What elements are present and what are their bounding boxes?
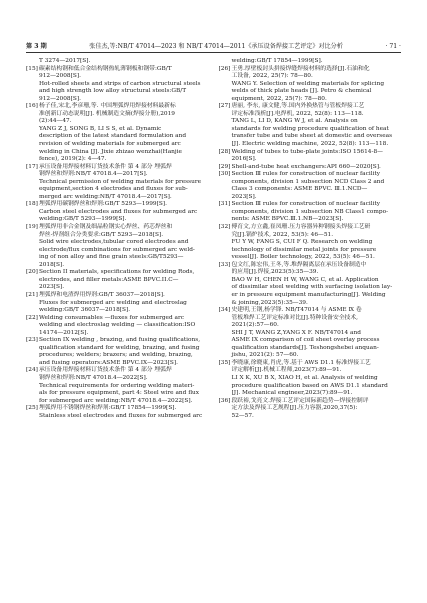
reference-number: [24]: [26, 367, 38, 374]
reference-number: [35]: [218, 359, 231, 366]
reference-item: [26, 315, 209, 338]
reference-item: [219, 307, 402, 360]
reference-number: [20]: [26, 269, 38, 276]
reference-text: Welding of tubes to tube-plate joints:ISO 15614-8— 2016[S].: [231, 148, 383, 163]
reference-item: [219, 164, 402, 172]
reference-number: [28]: [218, 148, 231, 155]
reference-item: [26, 224, 209, 269]
reference-number: [26]: [218, 65, 231, 72]
reference-text: 碳素结构钢和低合金结构钢热轧薄钢板和钢带:GB/T 912—2008[S]. Hot-rolled sheets and strips of carbon structural steels and high strength low alloy structural steels:GB/T 912—2008[S].: [39, 65, 201, 102]
reference-text: T 3274—2017[S].: [39, 58, 91, 64]
reference-text: 杨子佳,宋北,李彦珊,等. 中国埋弧焊用焊接材料最新标 准创新订动态说明[J]. 机械制造文摘(焊接分册),2019 (2):44—47. YANG Z J, SONG B, LI S S, et al. Dynamic description of the latest standard formulation and revision of welding materials for submerged arc welding in China [J]. Jixie zhizao wenzhai(Hanjie fence), 2019(2): 4—47.: [39, 103, 187, 163]
reference-number: [34]: [218, 307, 231, 314]
reference-number: [32]: [218, 224, 231, 231]
running-title: 张佳杰,等:NB/T 47014—2023 和 NB/T 47014—2011《承压设备焊接工艺评定》对比分析: [89, 43, 343, 50]
reference-text: Shell-and-tube heat exchangers:API 660—2020[S].: [231, 163, 381, 170]
reference-item: [26, 405, 209, 420]
reference-text: 埋弧焊用碳钢焊丝和焊剂:GB/T 5293—1999[S]. Carbon steel electrodes and fluxes for submerged arc welding:GB/T 5293—1999[S].: [39, 201, 198, 223]
reference-text: 史建明,王钢,杨学锋. NB/T47014 与 ASME Ⅸ 卷 管板堆焊工艺评定标准对比[J].特种设备安全技术, 2021(2):57—60. SHI J T, WANG Z,YANG X F. NB/T47014 and ASME IX comparison of coil sheet overlay process qualification standards[J]. Teshongshebei anquan- jishu, 2021(2): 57—60.: [231, 307, 380, 359]
reference-item: [26, 58, 209, 66]
reference-text: 傅育文,方立鑫,崔凤珊.压力容器异种钢接头焊接工艺研 究[J].锅炉技术, 2022, 53(5): 46—51. FU Y W, FANG S, CUI F Q. Research on welding technology of dissimilar metal joints for pressure vessel[J]. Boiler technology, 2022, 53(5): 46—51.: [231, 224, 377, 261]
reference-number: [25]: [26, 405, 38, 412]
reference-item: [26, 367, 209, 405]
page-number: · 71 ·: [385, 43, 401, 50]
reference-text: 包文红,陈宏伟,王冬,等.堆焊隔离层在承压设备制造中 的应用[J].焊接,2023(5):35—39. BAO W H, CHEN H W, WANG C, et al. Application of dissimilar steel welding with surfacing isolation lay- er in pressure equipment manufacturing[J]. Welding & joining,2023(5):35—39.: [231, 261, 393, 306]
reference-item: [219, 360, 402, 398]
reference-item: [26, 103, 209, 163]
reference-text: Welding consumables —fluxes for submerged arc welding and electroslag welding — classification:ISO 14174—2012[S].: [39, 314, 196, 336]
reference-number: [29]: [218, 163, 231, 170]
reference-text: 段跃裕,戈亮文.焊接工艺评定国际新趋势—焊接控制评 定方法及焊接工艺规程[J].压力容器,2020,37(5): 52—57.: [231, 397, 369, 419]
reference-text: 唐丽, 李东, 康文健,等.国内外换热管与管板焊接工艺 评定标准浅析[J].电焊机, 2022, 52(8): 113—118. TANG L, LI D, KANG W J, et al. Analysis on standards for welding procedure qualification of heat transfer tube and tube sheet at domestic and overseas [J]. Electric welding machine, 2022, 52(8): 113—118.: [231, 103, 393, 148]
reference-item: [219, 58, 402, 66]
reference-text: 承压设备用焊接材料订货技术条件 第 4 部分 埋弧焊 钢焊丝和焊剂:NB/T 47018.4—2022[S]. Technical requirements for ordering welding materi- als for pressure equipment, part 4: Steel wire and flux for submerged arc welding:NB/T 47018.4—2022[S].: [39, 367, 200, 404]
left-column: [26, 58, 209, 420]
references-body: [26, 58, 401, 420]
reference-number: [16]: [26, 103, 38, 110]
reference-item: [26, 269, 209, 292]
reference-item: [26, 66, 209, 104]
reference-number: [17]: [26, 163, 38, 170]
reference-text: Section Ⅲ rules for construction of nuclear facility components, division 1 subsection NB Class1 compo- nents: ASME BPVC.Ⅲ.1.NB—2023[S].: [231, 201, 389, 223]
reference-item: [219, 103, 402, 148]
reference-text: welding:GB/T 17854—1999[S].: [231, 58, 323, 64]
reference-item: [26, 201, 209, 224]
reference-item: [26, 292, 209, 315]
right-column: [219, 58, 402, 420]
reference-text: 埋弧焊用不锈钢焊丝和焊剂:GB/T 17854—1999[S]. Stainless steel electrodes and fluxes for submerged arc: [39, 405, 203, 419]
reference-number: [22]: [26, 314, 38, 321]
reference-item: [26, 164, 209, 202]
reference-text: Section Ⅲ rules for construction of nuclear facility components, division 1 subsection NCD Class 2 and Class 3 components: ASME BPVC. Ⅲ.1.NCD— 2023[S].: [231, 171, 385, 200]
reference-number: [19]: [26, 224, 38, 231]
reference-text: Section IX welding , brazing, and fusing qualifications, qualification standard for welding, brazing, and fusing procedures; welders; brazers; and welding, brazing, and fusing operators:ASME BPVC.IX—2023[S].: [39, 337, 201, 366]
reference-item: [26, 337, 209, 367]
reference-item: [219, 149, 402, 164]
reference-text: 王勇.厚壁板封头拼接焊缝焊接材料的选择[J].石油和化 工设备, 2022, 25(7): 78—80. WANG Y. Selection of welding materials for splicing welds of thick plate heads [J]. Petro & chemical equipment, 2022, 25(7): 78—80.: [231, 65, 385, 102]
reference-number: [27]: [218, 103, 231, 110]
reference-number: [36]: [218, 397, 231, 404]
reference-item: [219, 201, 402, 224]
reference-item: [219, 398, 402, 421]
reference-text: 李晓康,徐晓東,肖虎,等.基于 AWS D1.1 标准焊接工艺 评定解析[J].机械工程师,2023(7):89—91. LI X K, XU B X, XIAO H, et al. Analysis of welding procedure qualification based on AWS D1.1 standard [J]. Mechanical engineer,2023(7):89—91.: [231, 359, 388, 397]
issue-number: 第 3 期: [26, 43, 47, 50]
reference-number: [23]: [26, 337, 38, 344]
reference-number: [21]: [26, 291, 38, 298]
reference-number: [15]: [26, 65, 38, 72]
page-header: [26, 36, 401, 53]
reference-text: Section II materials, specifications for welding Rods, electrodes, and filler metals:ASME BPVC.II.C— 2023[S].: [39, 269, 195, 291]
reference-text: 埋弧焊用非合金钢及细晶粒钢实心焊丝、药芯焊丝和 焊丝-焊剂组合分类要求:GB/T 5293—2018[S]. Solid wire electrodes,tubular cored electrodes and electrode/flux combinations for submerged arc weld- ing of non alloy and fine grain steels:GB/T5293— 2018[S].: [39, 224, 195, 268]
reference-number: [33]: [218, 261, 231, 268]
reference-text: 承压设备用焊接材料订货技术条件 第 4 部分 埋弧焊 钢焊丝和焊剂:NB/T 47018.4—2017[S]. Technical permission of welding materials for pressure equipment,section 4 electrodes and fluxes for sub- merged arc welding:NB/T 47018.4—2017[S].: [39, 163, 202, 200]
reference-item: [219, 224, 402, 262]
reference-item: [219, 66, 402, 104]
reference-item: [219, 262, 402, 307]
reference-number: [30]: [218, 171, 231, 178]
reference-text: 埋弧焊和电渣焊用焊剂:GB/T 36037—2018[S]. Fluxes for submerged arc welding and electroslag welding:GB/T 36037—2018[S].: [39, 291, 187, 314]
reference-item: [219, 171, 402, 201]
reference-number: [31]: [218, 201, 231, 208]
reference-number: [18]: [26, 201, 38, 208]
